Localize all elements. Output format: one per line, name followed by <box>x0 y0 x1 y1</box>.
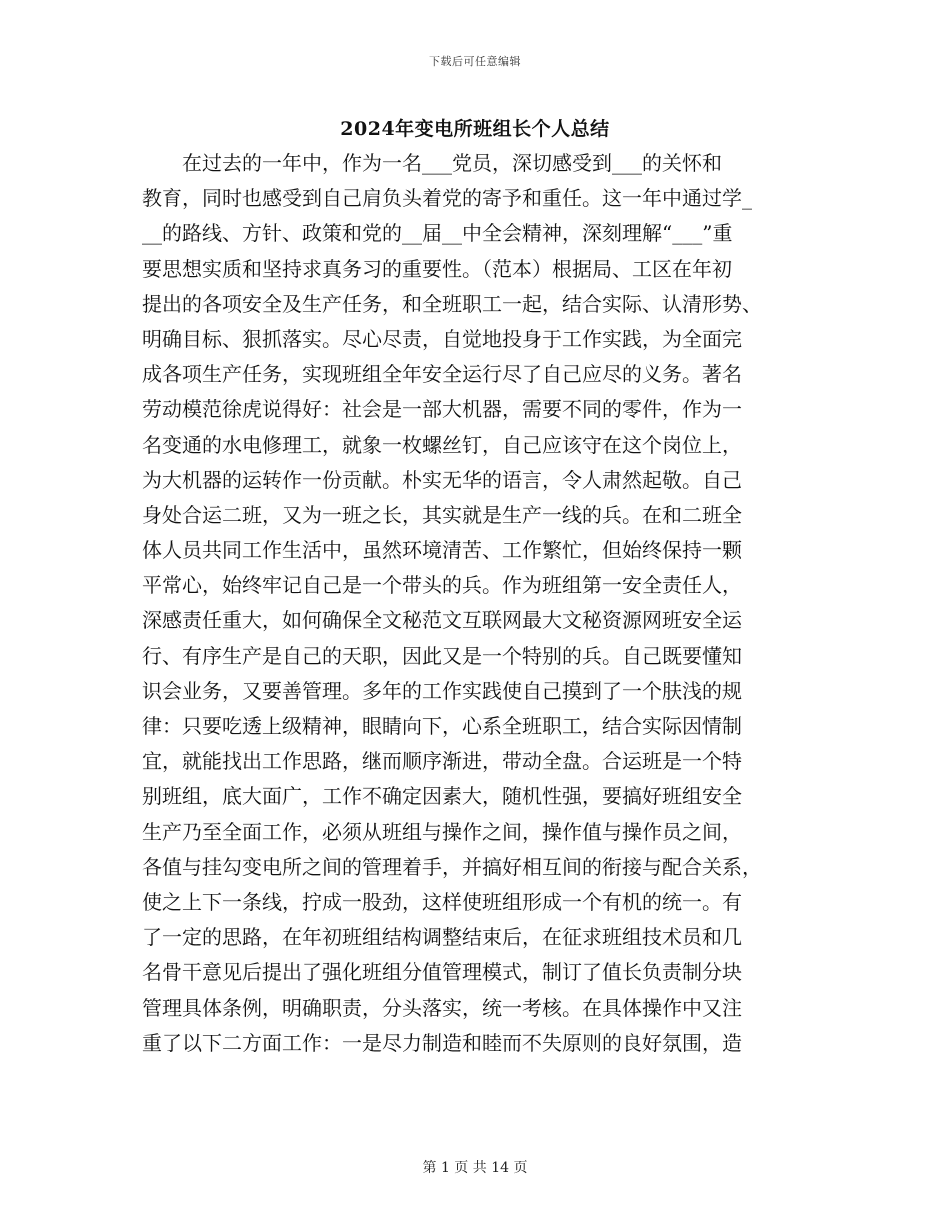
body-line: 管理具体条例，明确职责，分头落实，统一考核。在具体操作中又注 <box>142 995 742 1020</box>
body-line: 生产乃至全面工作，必须从班组与操作之间，操作值与操作员之间， <box>142 819 742 844</box>
body-line: 名骨干意见后提出了强化班组分值管理模式，制订了值长负责制分块 <box>142 960 742 985</box>
body-line: 提出的各项安全及生产任务，和全班职工一起，结合实际、认清形势、 <box>142 291 762 316</box>
body-line: 身处合运二班，又为一班之长，其实就是生产一线的兵。在和二班全 <box>142 502 742 527</box>
body-line: 深感责任重大，如何确保全文秘范文互联网最大文秘资源网班安全运 <box>142 608 742 633</box>
body-line: 要思想实质和坚持求真务习的重要性。（范本）根据局、工区在年初 <box>142 256 732 281</box>
body-line: 名变通的水电修理工，就象一枚螺丝钉，自己应该守在这个岗位上， <box>142 432 742 457</box>
body-line: 为大机器的运转作一份贡献。朴实无华的语言，令人肃然起敬。自己 <box>142 467 742 492</box>
body-line: 识会业务，又要善管理。多年的工作实践使自己摸到了一个肤浅的规 <box>142 678 742 703</box>
document-body <box>142 146 810 1061</box>
body-line: 重了以下二方面工作：一是尽力制造和睦而不失原则的良好氛围，造 <box>142 1030 742 1055</box>
body-line: 各值与挂勾变电所之间的管理着手，并搞好相互间的衔接与配合关系， <box>142 854 762 879</box>
document-title: 2024年变电所班组长个人总结 <box>340 118 610 140</box>
body-line: 使之上下一条线，拧成一股劲，这样使班组形成一个有机的统一。有 <box>142 889 742 914</box>
body-line: 行、有序生产是自己的天职，因此又是一个特别的兵。自己既要懂知 <box>142 643 742 668</box>
body-line: 宜，就能找出工作思路，继而顺序渐进，带动全盘。合运班是一个特 <box>142 749 742 774</box>
body-line: 别班组，底大面广，工作不确定因素大，随机性强，要搞好班组安全 <box>142 784 742 809</box>
page-number: 第 1 页 共 14 页 <box>422 1160 528 1176</box>
body-line: 明确目标、狠抓落实。尽心尽责，自觉地投身于工作实践，为全面完 <box>142 326 742 351</box>
body-line: 律：只要吃透上级精神，眼睛向下，心系全班职工，结合实际因情制 <box>142 714 742 738</box>
body-line: 平常心，始终牢记自己是一个带头的兵。作为班组第一安全责任人， <box>142 573 742 598</box>
body-line: 体人员共同工作生活中，虽然环境清苦、工作繁忙，但始终保持一颗 <box>142 538 742 563</box>
body-line: 劳动模范徐虎说得好：社会是一部大机器，需要不同的零件，作为一 <box>142 397 742 422</box>
body-line: 成各项生产任务，实现班组全年安全运行尽了自己应尽的义务。著名 <box>142 362 742 387</box>
header-note: 下载后可任意编辑 <box>429 55 521 68</box>
body-line: 教育，同时也感受到自己肩负头着党的寄予和重任。这一年中通过学_ <box>142 186 752 211</box>
body-line: __的路线、方针、政策和党的__届__中全会精神，深刻理解“___”重 <box>142 221 733 246</box>
body-line: 在过去的一年中，作为一名___党员，深切感受到___的关怀和 <box>142 151 722 175</box>
body-line: 了一定的思路，在年初班组结构调整结束后，在征求班组技术员和几 <box>142 925 742 950</box>
